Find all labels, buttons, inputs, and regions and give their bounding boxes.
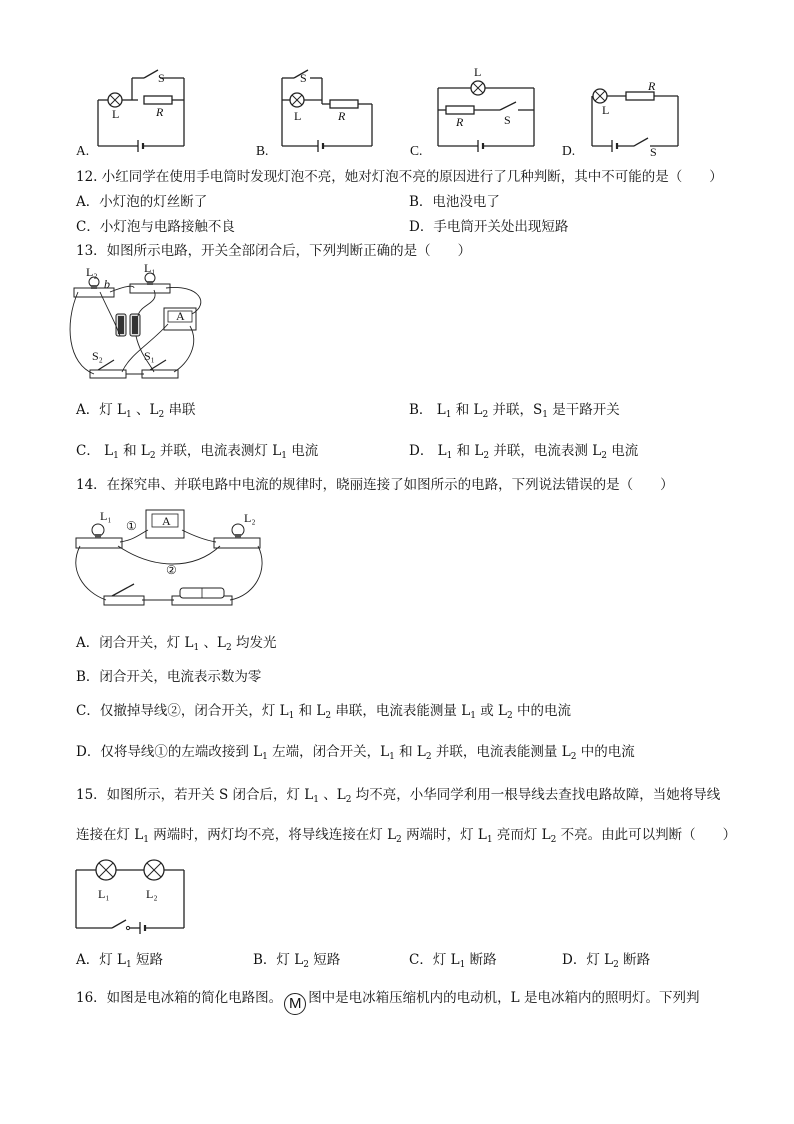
option-a-label: A. [76,143,90,158]
svg-text:L₁: L₁ [98,887,110,901]
q15-circuit-figure [74,856,194,936]
q12-stem: 12. 小红同学在使用手电筒时发现灯泡不亮，她对灯泡不亮的原因进行了几种判断，其中不可能的是（ ） [76,169,723,185]
svg-text:A: A [176,309,185,323]
svg-text:R: R [648,79,656,93]
svg-text:S: S [300,71,307,85]
svg-text:L₂: L₂ [244,511,256,525]
circuit-option-c [436,65,546,150]
q13-option-d: D． $L_1$ 和 $L_2$ 并联，电流表测 $L_2$ 电流 [409,443,639,461]
q15-option-b: B．灯 $L_2$ 短路 [253,952,341,970]
q12-option-b: B．电池没电了 [409,194,500,210]
q15-option-c: C．灯 $L_1$ 断路 [409,952,497,970]
motor-symbol-icon: M [284,993,306,1015]
q12-option-a: A．小灯泡的灯丝断了 [76,194,208,210]
svg-text:L: L [602,103,610,117]
svg-text:L₂: L₂ [146,887,158,901]
q16-stem: 16．如图是电冰箱的简化电路图。 M 图中是电冰箱压缩机内的电动机，L 是电冰箱内的照明灯。下列判 [76,989,699,1015]
label-r: R [156,105,164,119]
q15-option-d: D．灯 $L_2$ 断路 [562,952,651,970]
circuit-option-a [96,70,196,150]
option-c-label: C. [410,143,423,158]
circuit-option-b [280,70,380,150]
q14-option-d: D．仅将导线①的左端改接到 $L_1$ 左端，闭合开关，$L_1$ 和 $L_2$ 并联，电流表能测量 $L_2$ 中的电流 [76,744,635,762]
q14-stem: 14．在探究串、并联电路中电流的规律时，晓丽连接了如图所示的电路，下列说法错误的是（ ） [76,477,674,493]
svg-text:L₁: L₁ [144,261,156,275]
label-s: S [158,71,165,85]
svg-text:R: R [338,109,346,123]
svg-text:②: ② [166,563,177,577]
svg-text:S: S [504,113,511,127]
q13-option-b: B． $L_1$ 和 $L_2$ 并联，$S_1$ 是干路开关 [409,402,620,420]
option-d-label: D. [562,143,576,158]
q14-option-c: C．仅撤掉导线②，闭合开关，灯 $L_1$ 和 $L_2$ 串联，电流表能测量 $L_1$ 或 $L_2$ 中的电流 [76,703,572,721]
label-l: L [112,107,120,121]
circuit-option-d [590,79,690,159]
q15-stem-line2: 连接在灯 $L_1$ 两端时，两灯均不亮，将导线连接在灯 $L_2$ 两端时，灯 $L_1$ 亮而灯 $L_2$ 不亮。由此可以判断（ ） [76,827,737,845]
q13-option-c: C． $L_1$ 和 $L_2$ 并联，电流表测灯 $L_1$ 电流 [76,443,319,461]
q15-stem-line1: 15．如图所示，若开关 S 闭合后，灯 $L_1$ 、$L_2$ 均不亮，小华同学利用一根导线去查找电路故障，当她将导线 [76,787,721,805]
q14-option-b: B．闭合开关，电流表示数为零 [76,669,262,685]
svg-text:S₂: S₂ [92,349,103,363]
q14-option-a: A．闭合开关，灯 $L_1$ 、$L_2$ 均发光 [76,635,277,653]
svg-text:R: R [456,115,464,129]
q14-circuit-figure [74,500,274,612]
q13-circuit-figure [70,261,220,390]
option-b-label: B. [256,143,269,158]
svg-text:S₁: S₁ [144,349,155,363]
svg-text:L: L [294,109,302,123]
svg-text:S: S [650,145,657,159]
svg-text:A: A [162,514,171,528]
svg-text:L₁: L₁ [100,509,112,523]
svg-text:L₂: L₂ [86,265,98,279]
q15-option-a: A．灯 $L_1$ 短路 [76,952,164,970]
svg-text:①: ① [126,519,137,533]
q13-option-a: A．灯 $L_1$ 、$L_2$ 串联 [76,402,196,420]
q13-stem: 13．如图所示电路，开关全部闭合后，下列判断正确的是（ ） [76,243,472,259]
svg-text:b: b [104,277,110,291]
q12-option-d: D．手电筒开关处出现短路 [409,219,569,235]
svg-text:L: L [474,65,482,79]
q12-option-c: C．小灯泡与电路接触不良 [76,219,235,235]
